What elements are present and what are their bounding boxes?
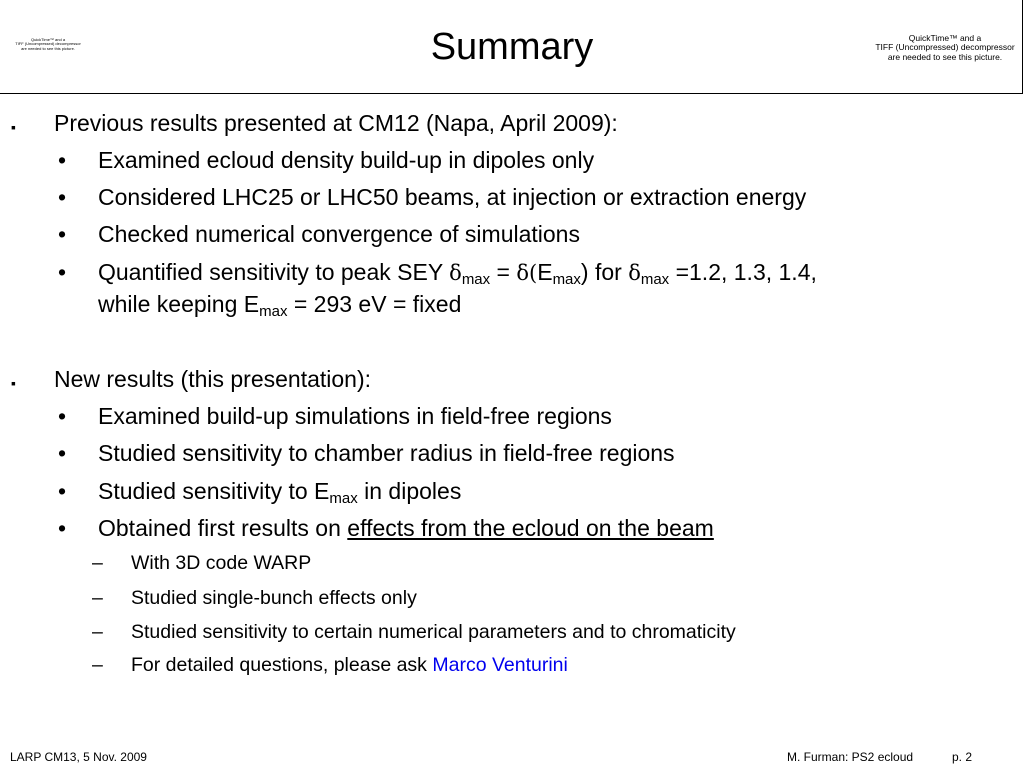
dot-bullet-icon: • [58,259,67,285]
text-run: in dipoles [357,478,462,504]
dot-bullet-icon: • [58,440,67,466]
text-run: = [490,259,517,285]
dash-bullet-icon: – [92,621,103,643]
dot-bullet-icon: • [58,403,67,429]
sub-sub-bullet-contact [131,653,568,677]
placeholder-text: QuickTime™ and a [908,33,982,43]
placeholder-text: TIFF (Uncompressed) decompressor [875,42,1015,53]
sub-bullet-text: Studied sensitivity to chamber radius in field-free regions [98,440,675,466]
placeholder-text: are needed to see this picture. [21,45,75,51]
sub-sub-bullet-text: Studied sensitivity to certain numerical parameters and to chromaticity [131,621,736,643]
subscript: max [329,490,358,507]
quicktime-placeholder-right [862,34,1024,62]
subscript: max [259,303,288,320]
sub-bullet-text: Checked numerical convergence of simulations [98,221,580,247]
dot-bullet-icon: • [58,184,67,210]
delta-symbol: δ( [516,261,538,285]
dot-bullet-icon: • [58,515,67,541]
text-run: while keeping E [98,291,260,317]
subscript: max [640,271,670,288]
sub-bullet-first-results [98,514,714,542]
sub-bullet-text: Examined ecloud density build-up in dipoles only [98,147,595,173]
dash-bullet-icon: – [92,587,103,609]
text-run: ) for [580,259,629,285]
text-run: Studied sensitivity to E [98,478,330,504]
title-frame-edge [1022,0,1023,94]
sub-bullet-sey-sensitivity-cont [98,290,461,318]
delta-symbol: δ [449,261,462,285]
text-run: Quantified sensitivity to peak SEY [98,259,450,285]
text-run: Obtained first results on [98,515,348,541]
title-divider [0,93,1022,94]
dot-bullet-icon: • [58,478,67,504]
dash-bullet-icon: – [92,552,103,574]
footer-left: LARP CM13, 5 Nov. 2009 [10,750,147,764]
placeholder-text: QuickTime™ and a [30,37,66,42]
text-run: = 293 eV = fixed [287,291,462,317]
placeholder-text: are needed to see this picture. [887,51,1003,62]
delta-symbol: δ [628,261,641,285]
text-run: For detailed questions, please ask [131,654,433,676]
footer-author: M. Furman: PS2 ecloud [787,750,914,764]
subscript: max [461,271,491,288]
underlined-phrase: effects from the ecloud on the beam [347,515,714,541]
sub-bullet-text: Examined build-up simulations in field-free regions [98,403,612,429]
square-bullet-icon: ▪ [11,375,16,391]
text-run: =1.2, 1.3, 1.4, [669,259,817,285]
dot-bullet-icon: • [58,221,67,247]
bullet-new-results: New results (this presentation): [54,366,372,392]
slide-title: Summary [430,26,594,68]
text-run: E [537,259,553,285]
square-bullet-icon: ▪ [11,119,16,135]
sub-bullet-text: Considered LHC25 or LHC50 beams, at injection or extraction energy [98,184,807,210]
page-number: p. 2 [952,750,973,764]
sub-sub-bullet-text: Studied single-bunch effects only [131,587,417,609]
sub-bullet-emax-sensitivity [98,477,461,505]
contact-link[interactable]: Marco Venturini [432,654,568,676]
sub-bullet-sey-sensitivity [98,258,817,287]
dash-bullet-icon: – [92,654,103,676]
sub-sub-bullet-text: With 3D code WARP [131,552,312,574]
bullet-previous-results: Previous results presented at CM12 (Napa, April 2009): [54,110,618,136]
dot-bullet-icon: • [58,147,67,173]
placeholder-text: TIFF (Uncompressed) decompressor [15,41,81,47]
subscript: max [552,271,581,288]
